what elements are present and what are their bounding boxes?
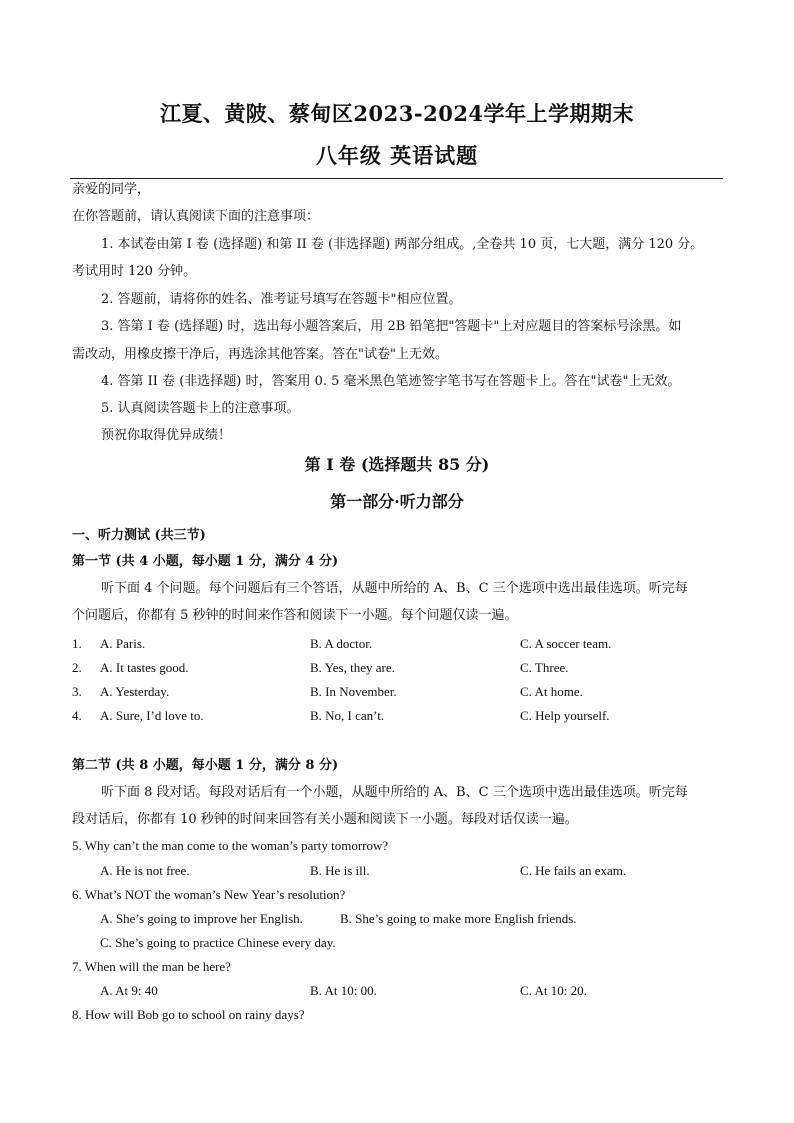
question-6-stem: 6. What’s NOT the woman’s New Year’s resolution? [72,887,346,902]
subsection-2-instruction: 听下面 8 段对话。每段对话后有一个小题，从题中所给的 A、B、C 三个选项中选出最佳选项。听完每 [101,785,688,800]
option-a: A. Paris. [100,636,146,651]
exam-subtitle: 八年级 英语试题 [315,143,479,168]
exam-title: 江夏、黄陂、蔡甸区2023-2024学年上学期期末 [159,101,635,126]
volume-title: 第 I 卷 (选择题共 85 分) [304,455,490,474]
option-b: B. He is ill. [310,863,370,878]
option-b: B. A doctor. [310,636,373,651]
question-number: 2. [72,660,82,675]
option-c: C. He fails an exam. [520,863,627,878]
option-a: A. Sure, I’d love to. [100,708,204,723]
option-b: B. In November. [310,684,397,699]
subsection-1-instruction: 听下面 4 个问题。每个问题后有三个答语，从题中所给的 A、B、C 三个选项中选出最佳选项。听完每 [101,581,688,596]
option-c: C. Help yourself. [520,708,610,723]
option-b: B. No, I can’t. [310,708,385,723]
notice-item-2: 2. 答题前，请将你的姓名、准考证号填写在答题卡"相应位置。 [101,292,462,307]
notice-item-3: 3. 答第 I 卷 (选择题) 时，选出每小题答案后，用 2B 铅笔把"答题卡"上对应题目的答案标号涂黑。如 [101,319,682,334]
subsection-1-title: 第一节 (共 4 小题，每小题 1 分，满分 4 分) [72,554,339,569]
notice-item-4: 4. 答第 II 卷 (非选择题) 时，答案用 0. 5 毫米黑色笔迹签字笔书写在答题卡上。答在"试卷"上无效。 [101,374,681,389]
option-a: A. Yesterday. [100,684,170,699]
option-b: B. Yes, they are. [310,660,395,675]
option-b: B. At 10: 00. [310,983,377,998]
subsection-2-title: 第二节 (共 8 小题，每小题 1 分，满分 8 分) [72,758,339,773]
notice-item-1: 1. 本试卷由第 I 卷 (选择题) 和第 II 卷 (非选择题) 两部分组成。,全卷共 10 页，七大题，满分 120 分。 [101,237,704,252]
notice-intro: 在你答题前，请认真阅读下面的注意事项： [72,209,320,224]
question-number: 4. [72,708,82,723]
notice-item-1-cont: 考试用时 120 分钟。 [72,264,197,279]
option-a: A. She’s going to improve her English. [100,911,303,926]
question-5-stem: 5. Why can’t the man come to the woman’s party tomorrow? [72,838,389,853]
question-8-stem: 8. How will Bob go to school on rainy days? [72,1007,305,1022]
option-a: A. At 9: 40 [100,983,158,998]
question-7-stem: 7. When will the man be here? [72,959,231,974]
subsection-2-instruction-cont: 段对话后，你都有 10 秒钟的时间来回答有关小题和阅读下一小题。每段对话仅读一遍。 [72,812,578,827]
notice-wish: 预祝你取得优异成绩！ [101,428,232,443]
notice-greeting: 亲爱的同学， [72,182,151,197]
notice-item-3-cont: 需改动，用橡皮擦干净后，再选涂其他答案。答在"试卷"上无效。 [72,347,448,362]
option-c: C. Three. [520,660,569,675]
section-title: 一、听力测试 (共三节) [72,528,206,543]
question-number: 3. [72,684,82,699]
option-c: C. She’s going to practice Chinese every day. [100,935,336,950]
part-title: 第一部分·听力部分 [330,492,464,511]
notice-item-5: 5. 认真阅读答题卡上的注意事项。 [101,401,300,416]
question-number: 1. [72,636,82,651]
option-a: A. It tastes good. [100,660,189,675]
header-divider [70,178,723,179]
option-a: A. He is not free. [100,863,190,878]
option-b: B. She’s going to make more English friends. [340,911,577,926]
option-c: C. A soccer team. [520,636,612,651]
subsection-1-instruction-cont: 个问题后，你都有 5 秒钟的时间来作答和阅读下一小题。每个问题仅读一遍。 [72,608,518,623]
option-c: C. At 10: 20. [520,983,587,998]
option-c: C. At home. [520,684,583,699]
